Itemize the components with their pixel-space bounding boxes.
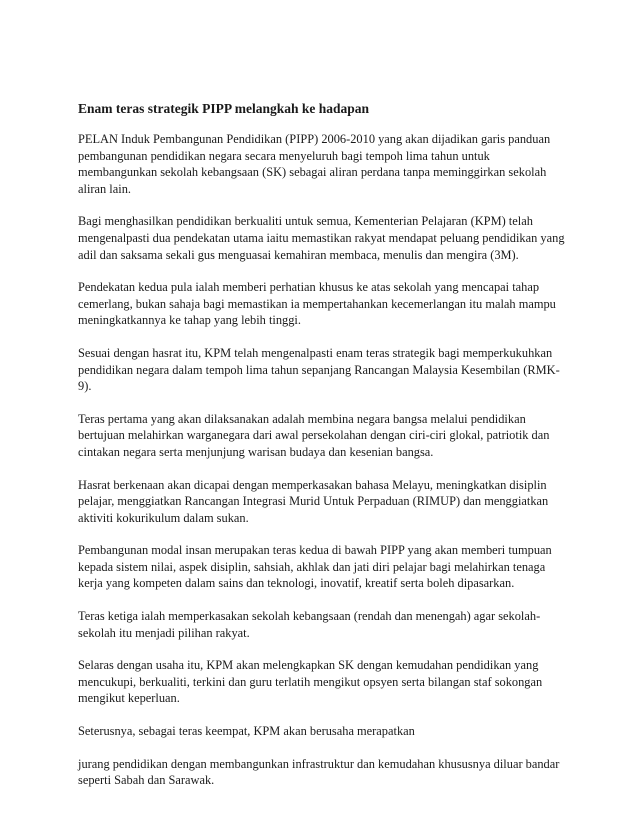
paragraph-10: Seterusnya, sebagai teras keempat, KPM akan berusaha merapatkan <box>78 724 415 739</box>
paragraph-3: Pendekatan kedua pula ialah memberi perhatian khusus ke atas sekolah yang mencapai tahap cemerlang, bukan sahaja bagi memastikan ia mempertahankan kecemerlangan itu malah mampu meningkatkannya ke tahap yang lebih tinggi. <box>78 280 556 328</box>
paragraph-11: jurang pendidikan dengan membangunkan infrastruktur dan kemudahan khususnya diluar bandar seperti Sabah dan Sarawak. <box>78 756 560 788</box>
paragraph-7: Pembangunan modal insan merupakan teras kedua di bawah PIPP yang akan memberi tumpuan kepada sistem nilai, aspek disiplin, sahsiah, akhlak dan jati diri pelajar bagi melahirkan tenaga kerja yang kompeten dalam sains dan teknologi, inovatif, kreatif serta boleh dipasarkan. <box>78 543 552 591</box>
paragraph-2: Bagi menghasilkan pendidikan berkualiti untuk semua, Kementerian Pelajaran (KPM) telah mengenalpasti dua pendekatan utama iaitu memastikan rakyat mendapat peluang pendidikan yang adil dan saksama sekali gus menguasai kemahiran membaca, menulis dan mengira (3M). <box>78 214 565 262</box>
document-page <box>78 100 566 805</box>
paragraph-4: Sesuai dengan hasrat itu, KPM telah mengenalpasti enam teras strategik bagi memperkukuhkan pendidikan negara dalam tempoh lima tahun sepanjang Rancangan Malaysia Kesembilan (RMK-9). <box>78 345 560 394</box>
paragraph-1: PELAN Induk Pembangunan Pendidikan (PIPP) 2006-2010 yang akan dijadikan garis panduan pembangunan pendidikan negara secara menyeluruh bagi tempoh lima tahun untuk membangunkan sekolah kebangsaan (SK) sebagai aliran perdana tanpa meminggirkan sekolah aliran lain. <box>78 132 551 196</box>
paragraph-8: Teras ketiga ialah memperkasakan sekolah kebangsaan (rendah dan menengah) agar sekolah-sekolah itu menjadi pilihan rakyat. <box>78 609 541 640</box>
paragraph-6: Hasrat berkenaan akan dicapai dengan memperkasakan bahasa Melayu, meningkatkan disiplin pelajar, menggiatkan Rancangan Integrasi Murid Untuk Perpaduan (RIMUP) dan menggiatkan aktiviti kokurikulum dalam sukan. <box>78 477 549 525</box>
paragraph-5: Teras pertama yang akan dilaksanakan adalah membina negara bangsa melalui pendidikan bertujuan melahirkan warganegara dari awal persekolahan dengan ciri-ciri glokal, patriotik dan cintakan negara serta menjunjung warisan budaya dan kesenian bangsa. <box>78 411 550 459</box>
document-title: Enam teras strategik PIPP melangkah ke hadapan <box>78 101 370 116</box>
paragraph-9: Selaras dengan usaha itu, KPM akan melengkapkan SK dengan kemudahan pendidikan yang mencukupi, berkualiti, terkini dan guru terlatih mengikut opsyen serta bilangan staf sokongan mengikut keperluan. <box>78 658 543 706</box>
